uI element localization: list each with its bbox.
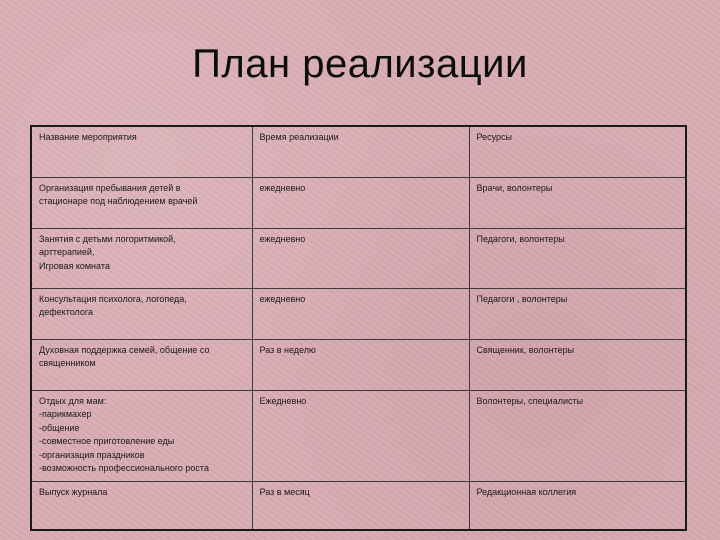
- time-cell: Раз в неделю: [252, 339, 469, 390]
- event-line: Отдых для мам:: [39, 395, 107, 406]
- event-line: Выпуск журнала: [39, 486, 108, 497]
- plan-table: [30, 125, 687, 531]
- event-cell: [31, 481, 252, 530]
- table-header-row: [31, 126, 686, 177]
- resources-cell: Священник, волонтеры: [469, 339, 686, 390]
- header-cell-resources: Ресурсы: [469, 126, 686, 177]
- event-cell: [31, 177, 252, 228]
- resources-cell: Редакционная коллегия: [469, 481, 686, 530]
- event-line: -парикмахер: [39, 409, 92, 419]
- event-line: Игровая комната: [39, 260, 110, 271]
- time-cell: Ежедневно: [252, 390, 469, 481]
- time-cell: ежедневно: [252, 228, 469, 288]
- table-row: [31, 481, 686, 530]
- event-line: дефектолога: [39, 307, 93, 317]
- event-line: Организация пребывания детей в: [39, 182, 181, 193]
- event-line: -совместное приготовление еды: [39, 436, 175, 446]
- event-line: Консультация психолога, логопеда,: [39, 293, 187, 304]
- event-line: священником: [39, 358, 96, 368]
- time-cell: ежедневно: [252, 288, 469, 339]
- header-cell-time: Время реализации: [252, 126, 469, 177]
- table-row: [31, 228, 686, 288]
- slide-title: План реализации: [192, 42, 528, 86]
- time-cell: ежедневно: [252, 177, 469, 228]
- event-cell: [31, 339, 252, 390]
- event-line: Духовная поддержка семей, общение со: [39, 344, 210, 355]
- resources-cell: Педагоги, волонтеры: [469, 228, 686, 288]
- event-line: арттерапией,: [39, 247, 95, 257]
- time-cell: Раз в месяц: [252, 481, 469, 530]
- event-line: -возможность профессионального роста: [39, 463, 209, 473]
- table-row: [31, 339, 686, 390]
- table-row: [31, 177, 686, 228]
- resources-cell: Педагоги , волонтеры: [469, 288, 686, 339]
- event-line: -общение: [39, 422, 80, 433]
- resources-cell: Врачи, волонтеры: [469, 177, 686, 228]
- event-cell: [31, 228, 252, 288]
- event-cell: [31, 288, 252, 339]
- event-cell: [31, 390, 252, 481]
- event-line: стационаре под наблюдением врачей: [39, 196, 198, 206]
- table-row: [31, 288, 686, 339]
- resources-cell: Волонтеры, специалисты: [469, 390, 686, 481]
- table-row: [31, 390, 686, 481]
- header-cell-event: Название мероприятия: [31, 126, 252, 177]
- event-line: Занятия с детьми логоритмикой,: [39, 233, 176, 244]
- event-line: -организация праздников: [39, 449, 145, 460]
